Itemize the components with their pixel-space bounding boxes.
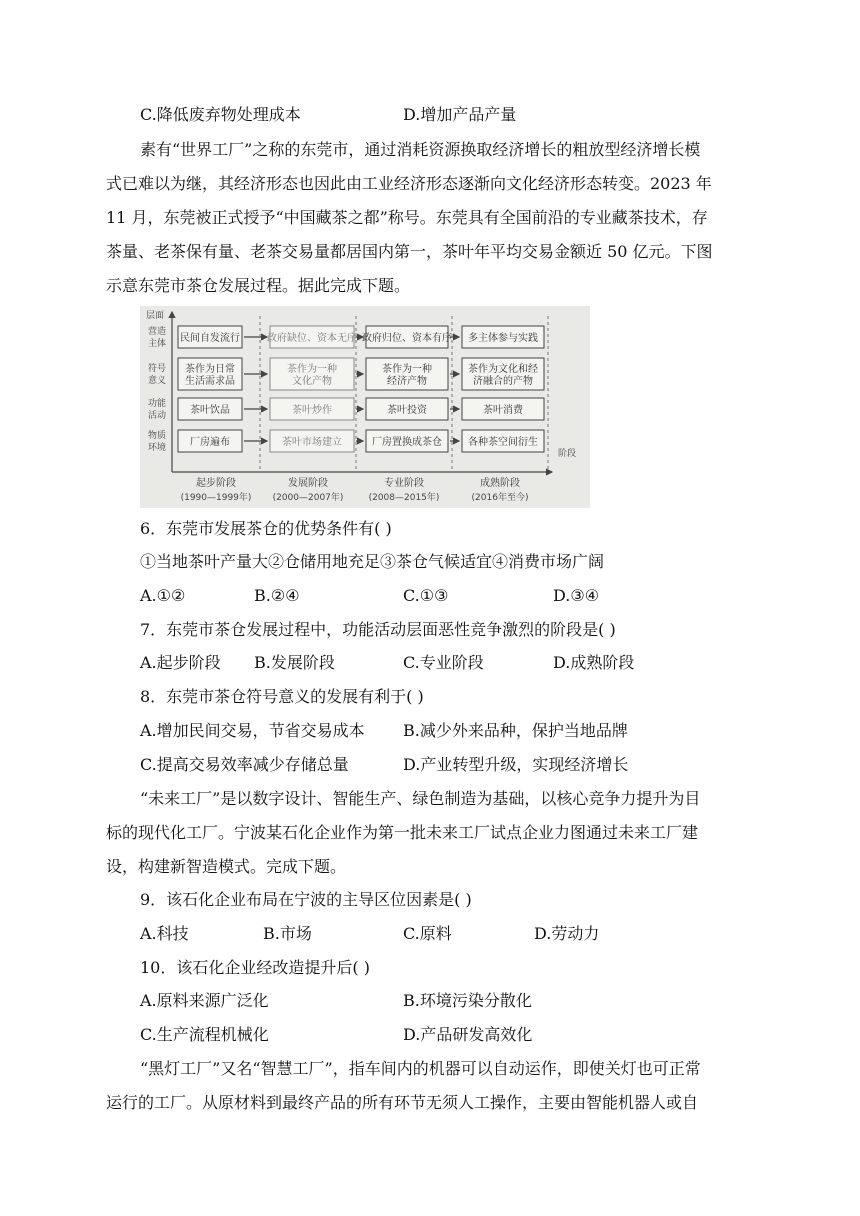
passage2-line: 标的现代化工厂。宁波某石化企业作为第一批未来工厂试点企业力图通过未来工厂建 (106, 823, 699, 842)
stage-cell-text: 生活需求品 (185, 376, 235, 387)
stage-years: (1990—1999年) (180, 493, 252, 503)
passage1-line: 茶量、老茶保有量、老茶交易量都居国内第一，茶叶年平均交易金额近 50 亿元。下图 (106, 242, 713, 261)
row-label: 主体 (148, 339, 167, 349)
stage-cell-text: 茶叶消费 (483, 405, 523, 416)
q10-option-d: D.产品研发高效化 (403, 1025, 533, 1044)
q9-option-d: D.劳动力 (534, 924, 600, 943)
q5-option-d: D.增加产品产量 (403, 105, 517, 124)
q6-option-a: A.①② (140, 586, 186, 605)
q6-option-c: C.①③ (403, 586, 449, 605)
diagram-svg (140, 306, 590, 508)
stage-cell-text: 厂房置换成茶仓 (372, 437, 442, 448)
passage2-line: 设，构建新智造模式。完成下题。 (106, 857, 347, 876)
q7-stem: 7．东莞市茶仓发展过程中，功能活动层面恶性竞争激烈的阶段是( ) (140, 620, 616, 639)
row-label: 功能 (148, 399, 167, 409)
q6-option-b: B.②④ (254, 586, 300, 605)
stage-cell-text: 政府归位、资本有序 (362, 333, 452, 344)
stage-cell-text: 茶作为日常 (185, 364, 235, 375)
row-label: 意义 (148, 376, 167, 386)
stage-cell-text: 多主体参与实践 (468, 333, 538, 344)
stage-cell-text: 茶作为文化和经 (468, 364, 538, 375)
x-axis-label: 阶段 (558, 449, 577, 459)
stage-years: (2000—2007年) (272, 493, 344, 503)
row-label: 活动 (148, 411, 167, 421)
q5-option-c: C.降低废弃物处理成本 (140, 105, 301, 124)
stage-cell-text: 厂房遍布 (190, 437, 230, 448)
stage-name: 发展阶段 (288, 478, 328, 489)
q9-option-a: A.科技 (140, 924, 189, 943)
passage1-line: 示意东莞市茶仓发展过程。据此完成下题。 (106, 276, 411, 295)
row-label: 营造 (148, 327, 167, 337)
stage-cell-text: 茶叶炒作 (292, 405, 332, 416)
q8-option-a: A.增加民间交易，节省交易成本 (140, 721, 365, 740)
passage3-line: 运行的工厂。从原材料到最终产品的所有环节无须人工操作，主要由智能机器人或自 (106, 1093, 699, 1112)
passage1-line: 素有“世界工厂”之称的东莞市，通过消耗资源换取经济增长的粗放型经济增长模 (140, 140, 701, 159)
tea-warehouse-diagram (140, 306, 590, 508)
stage-name: 起步阶段 (196, 478, 236, 489)
stage-cell-text: 济融合的产物 (473, 376, 533, 387)
q7-option-b: B.发展阶段 (254, 653, 335, 672)
q7-option-c: C.专业阶段 (403, 653, 484, 672)
row-label: 物质 (148, 431, 167, 441)
q10-option-b: B.环境污染分散化 (403, 991, 532, 1010)
q6-stem: 6．东莞市发展茶仓的优势条件有( ) (140, 519, 392, 538)
passage2-line: “未来工厂”是以数字设计、智能生产、绿色制造为基础，以核心竞争力提升为目 (140, 789, 701, 808)
q6-statements: ①当地茶叶产量大②仓储用地充足③茶仓气候适宜④消费市场广阔 (140, 552, 605, 571)
q9-option-c: C.原料 (403, 924, 452, 943)
q8-option-b: B.减少外来品种，保护当地品牌 (403, 721, 628, 740)
stage-cell-text: 各种茶空间衍生 (468, 437, 538, 448)
q6-option-d: D.③④ (553, 586, 600, 605)
q9-option-b: B.市场 (263, 924, 312, 943)
stage-cell-text: 茶作为一种 (287, 364, 337, 375)
row-label: 符号 (148, 364, 167, 374)
q10-stem: 10．该石化企业经改造提升后( ) (140, 958, 370, 977)
stage-cell-text: 民间自发流行 (180, 333, 240, 344)
stage-years: (2016年至今) (471, 493, 529, 503)
q8-option-d: D.产业转型升级，实现经济增长 (403, 755, 629, 774)
passage3-line: “黑灯工厂”又名“智慧工厂”，指车间内的机器可以自动运作，即使关灯也可正常 (140, 1059, 701, 1078)
q8-option-c: C.提高交易效率减少存储总量 (140, 755, 349, 774)
stage-cell-text: 经济产物 (387, 376, 427, 387)
q8-stem: 8．东莞市茶仓符号意义的发展有利于( ) (140, 687, 424, 706)
stage-cell-text: 政府缺位、资本无序 (267, 333, 357, 344)
passage1-line: 11 月，东莞被正式授予“中国藏茶之都”称号。东莞具有全国前沿的专业藏茶技术，存 (106, 208, 708, 227)
stage-years: (2008—2015年) (368, 493, 440, 503)
passage1-line: 式已难以为继，其经济形态也因此由工业经济形态逐渐向文化经济形态转变。2023 年 (106, 174, 712, 193)
stage-cell-text: 文化产物 (292, 376, 332, 387)
row-label: 环境 (148, 443, 167, 453)
q10-option-c: C.生产流程机械化 (140, 1025, 269, 1044)
stage-name: 成熟阶段 (480, 478, 520, 489)
stage-cell-text: 茶作为一种 (382, 364, 432, 375)
stage-cell-text: 茶叶市场建立 (282, 437, 342, 448)
q10-option-a: A.原料来源广泛化 (140, 991, 269, 1010)
stage-name: 专业阶段 (384, 478, 424, 489)
q7-option-a: A.起步阶段 (140, 653, 221, 672)
q7-option-d: D.成熟阶段 (553, 653, 635, 672)
stage-cell-text: 茶叶饮品 (190, 405, 230, 416)
y-axis-label: 层面 (146, 311, 165, 321)
stage-cell-text: 茶叶投资 (387, 405, 427, 416)
q9-stem: 9．该石化企业布局在宁波的主导区位因素是( ) (140, 890, 472, 909)
